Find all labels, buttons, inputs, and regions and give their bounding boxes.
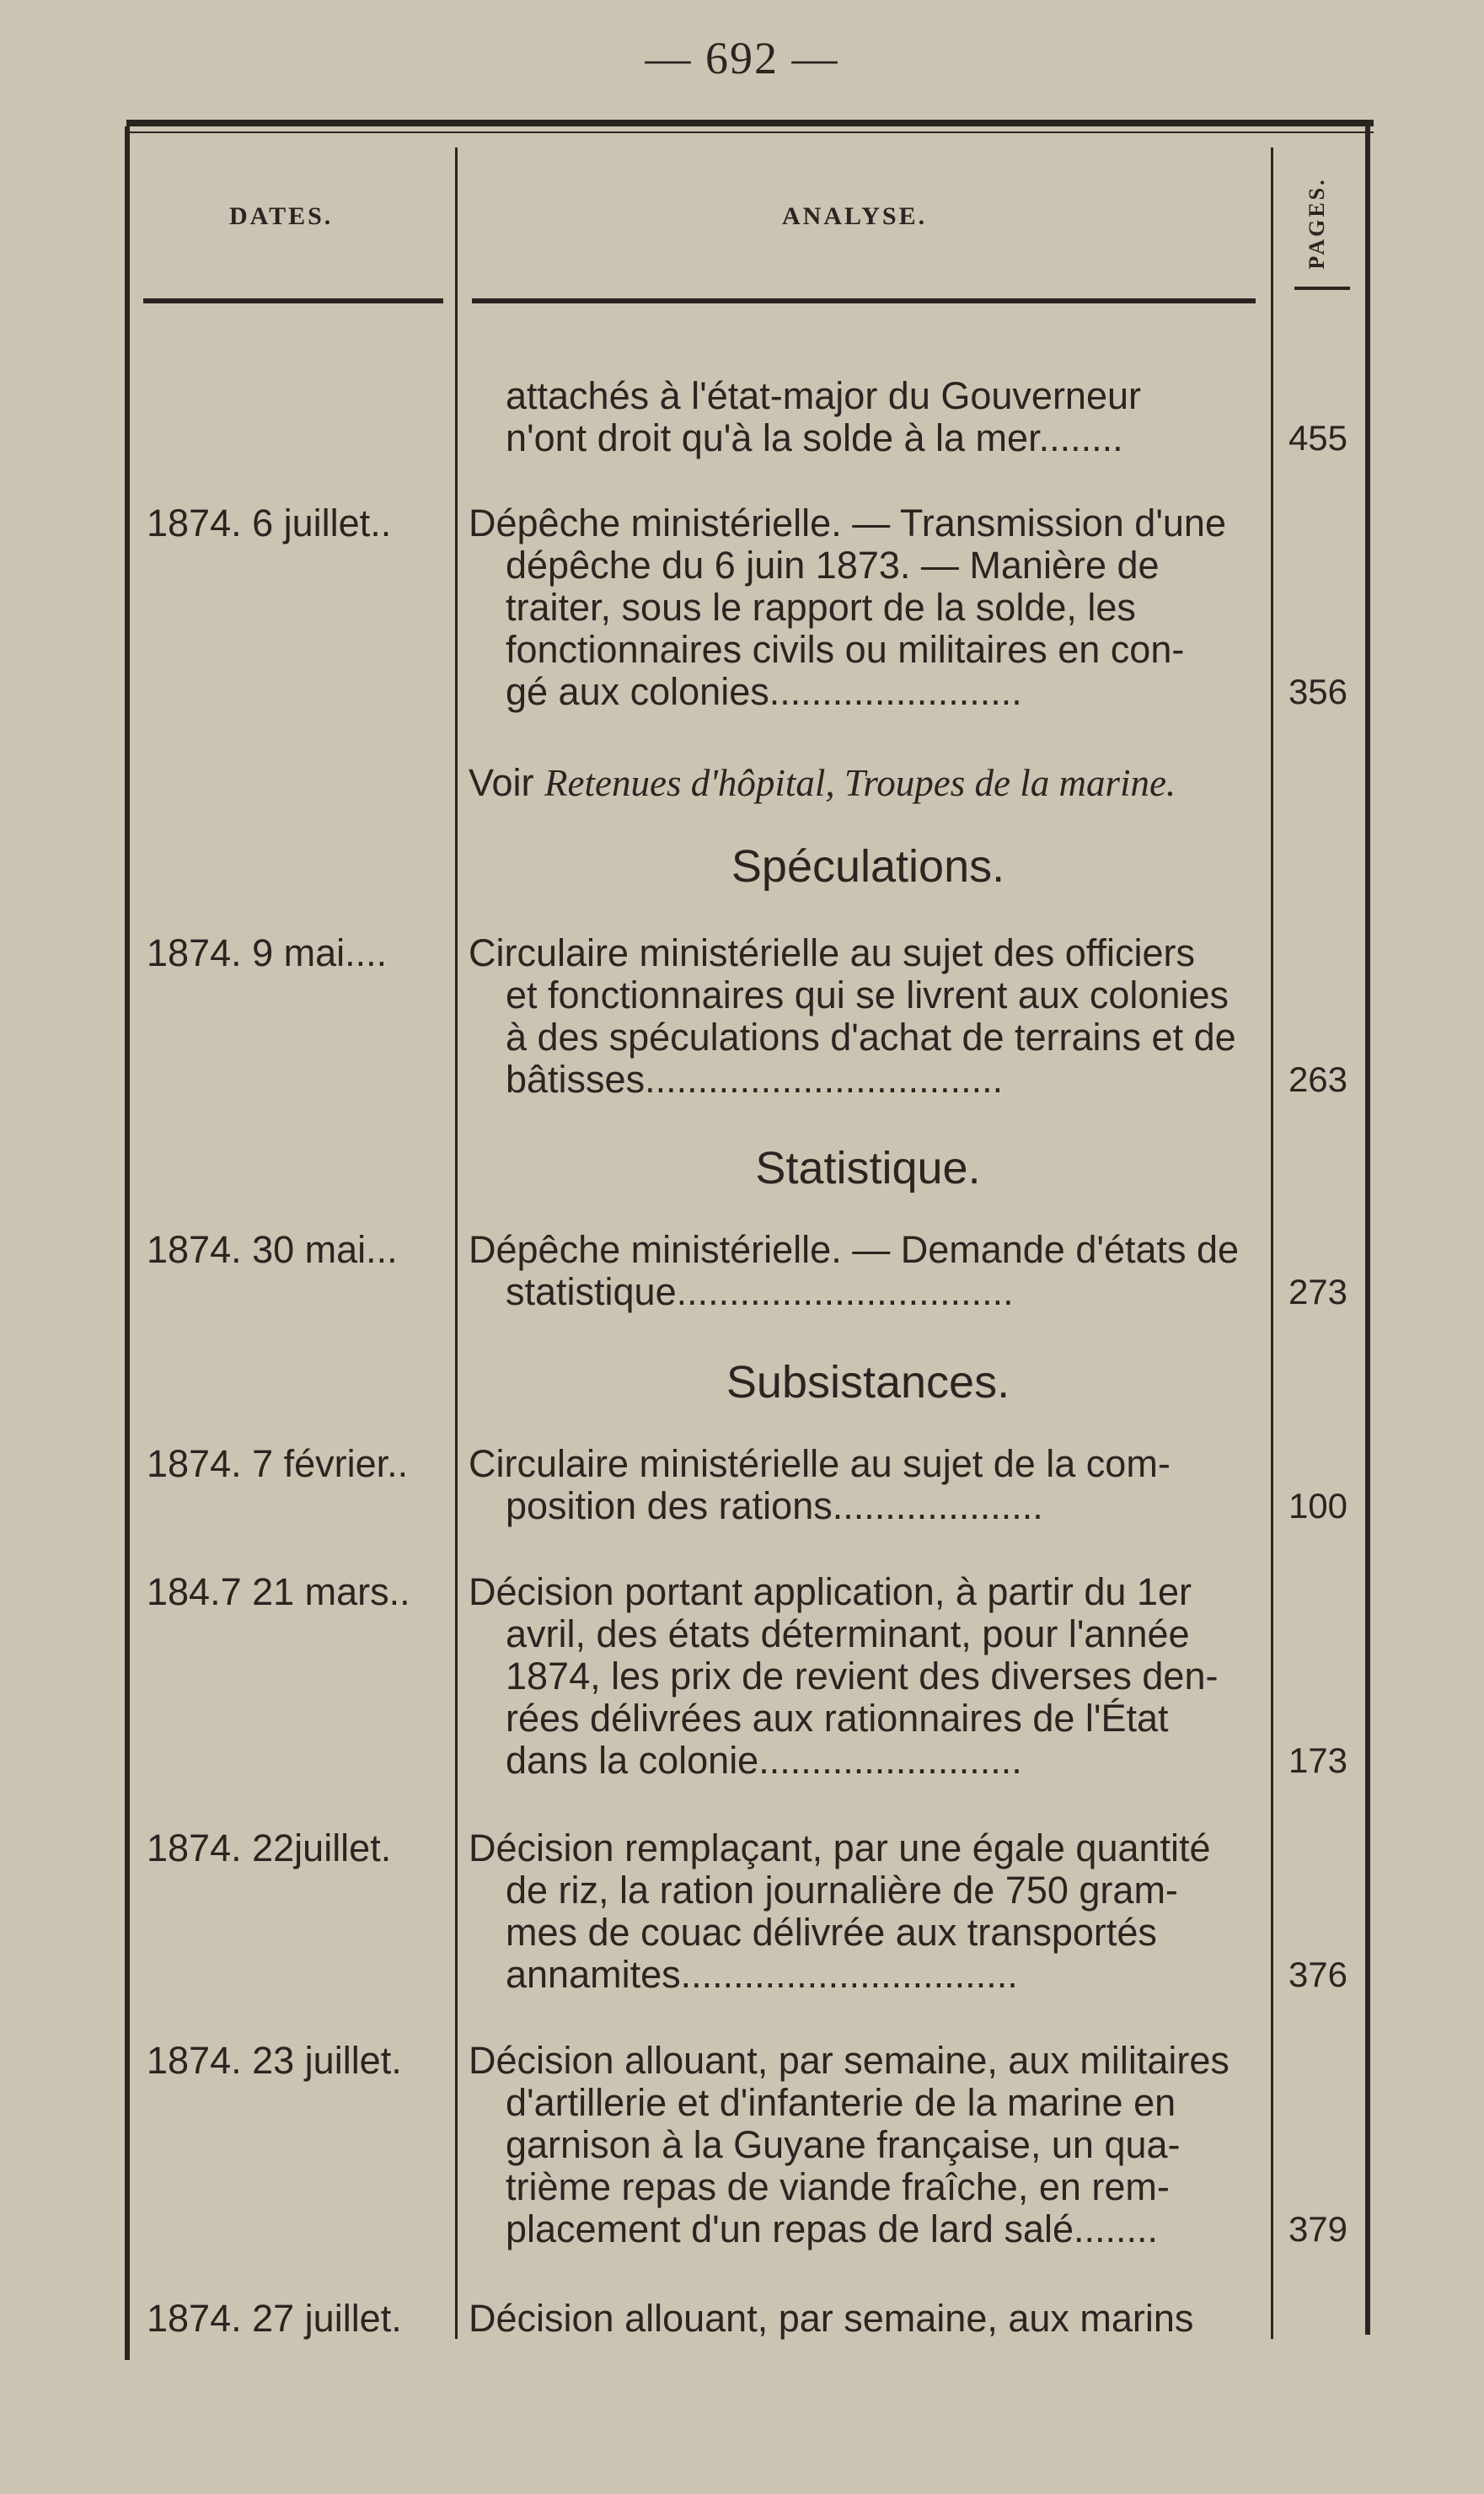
entry-line: placement d'un repas de lard salé........ <box>506 2207 1159 2250</box>
see-also-reference: Retenues d'hôpital, Troupes de la marine. <box>544 762 1176 804</box>
analyse-header: ANALYSE. <box>782 202 928 230</box>
dates-header-rule <box>143 298 443 303</box>
entry-line: Décision allouant, par semaine, aux marins <box>469 2297 1194 2340</box>
top-rule-thin <box>126 131 1374 133</box>
right-border <box>1365 126 1370 2335</box>
page-ref: 173 <box>1288 1740 1348 1780</box>
entry-line: Circulaire ministérielle au sujet des officiers <box>469 931 1196 974</box>
entry-date: 1874. 23 juillet. <box>147 2039 402 2082</box>
pages-header: PAGES. <box>1305 177 1329 270</box>
entry-line: Circulaire ministérielle au sujet de la com- <box>469 1442 1171 1485</box>
entry-date: 1874. 9 mai.... <box>147 931 388 974</box>
page-ref: 379 <box>1288 2209 1348 2249</box>
entry-line: traiter, sous le rapport de la solde, les <box>506 586 1136 629</box>
entry-line: position des rations.................... <box>506 1484 1043 1527</box>
entry-line: à des spéculations d'achat de terrains et de <box>506 1016 1236 1059</box>
entry-line: garnison à la Guyane française, un qua- <box>506 2123 1181 2166</box>
entry-line: Décision portant application, à partir du 1er <box>469 1570 1192 1613</box>
entry-line: n'ont droit qu'à la solde à la mer........ <box>506 416 1123 459</box>
analyse-header-rule <box>472 298 1256 303</box>
dates-column-divider <box>455 147 458 2339</box>
page-ref: 273 <box>1288 1272 1348 1311</box>
entry-line: attachés à l'état-major du Gouverneur <box>506 374 1141 417</box>
entry-line: 1874, les prix de revient des diverses den- <box>506 1655 1219 1698</box>
entry-line: fonctionnaires civils ou militaires en con- <box>506 628 1185 671</box>
entry-line: Dépêche ministérielle. — Transmission d'une <box>469 501 1226 544</box>
page-ref: 100 <box>1288 1486 1348 1526</box>
section-title: Spéculations. <box>731 841 1005 892</box>
page-ref: 376 <box>1288 1955 1348 1994</box>
left-border <box>125 126 130 2360</box>
dates-header: DATES. <box>229 202 334 230</box>
page-ref: 455 <box>1288 418 1348 458</box>
page-ref: 356 <box>1288 672 1348 711</box>
entry-line: de riz, la ration journalière de 750 gram- <box>506 1869 1178 1912</box>
section-title: Statistique. <box>755 1143 981 1193</box>
entry-line: Décision allouant, par semaine, aux militaires <box>469 2039 1230 2082</box>
entry-date: 1874. 22juillet. <box>147 1826 392 1869</box>
entry-line: mes de couac délivrée aux transportés <box>506 1911 1157 1954</box>
entry-date: 1874. 6 juillet.. <box>147 501 392 544</box>
entry-line: avril, des états déterminant, pour l'année <box>506 1612 1190 1655</box>
pages-header-rule <box>1294 287 1350 290</box>
entry-line: dépêche du 6 juin 1873. — Manière de <box>506 544 1160 587</box>
see-also <box>469 762 1176 804</box>
entry-line: annamites................................ <box>506 1953 1018 1996</box>
top-rule <box>126 120 1374 126</box>
entry-line: dans la colonie......................... <box>506 1739 1022 1782</box>
entry-line: bâtisses.................................. <box>506 1058 1004 1101</box>
entry-line: statistique................................ <box>506 1270 1014 1313</box>
entry-line: Dépêche ministérielle. — Demande d'états de <box>469 1228 1240 1271</box>
entry-line: et fonctionnaires qui se livrent aux colonies <box>506 973 1229 1016</box>
page-number: — 692 — <box>645 33 839 83</box>
entry-date: 184.7 21 mars.. <box>147 1570 410 1613</box>
pages-column-divider <box>1271 147 1273 2339</box>
section-title: Subsistances. <box>726 1357 1010 1408</box>
entry-date: 1874. 27 juillet. <box>147 2297 402 2340</box>
entry-date: 1874. 7 février.. <box>147 1442 409 1485</box>
see-also-prefix: Voir <box>469 761 545 804</box>
entry-line: d'artillerie et d'infanterie de la marine en <box>506 2081 1176 2124</box>
entry-line: gé aux colonies........................ <box>506 670 1022 713</box>
entry-line: rées délivrées aux rationnaires de l'État <box>506 1697 1169 1740</box>
entry-line: Décision remplaçant, par une égale quantité <box>469 1826 1211 1869</box>
entry-date: 1874. 30 mai... <box>147 1228 398 1271</box>
page-ref: 263 <box>1288 1059 1348 1099</box>
entry-line: trième repas de viande fraîche, en rem- <box>506 2165 1170 2208</box>
